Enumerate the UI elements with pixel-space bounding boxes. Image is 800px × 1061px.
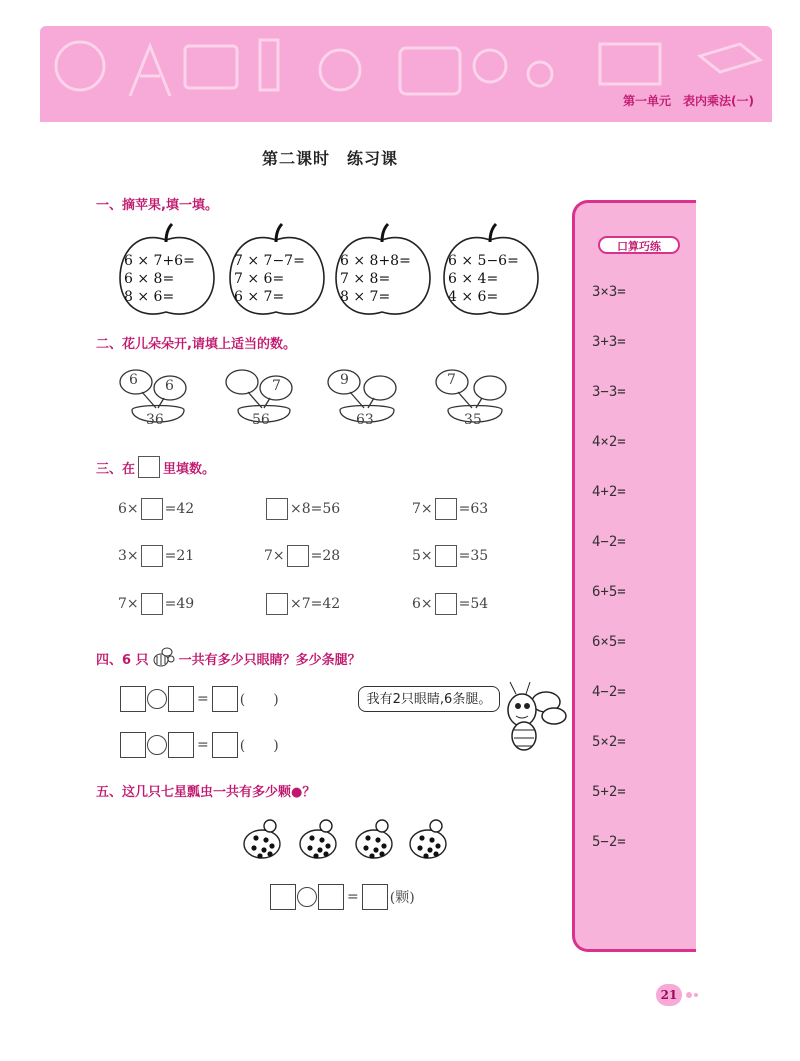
drill-item: 3×3=	[592, 284, 626, 300]
fill-3-3	[412, 593, 488, 615]
answer-box[interactable]	[266, 593, 288, 615]
answer-box[interactable]	[141, 498, 163, 520]
operator-circle[interactable]	[147, 735, 167, 755]
fill-3-2	[266, 593, 340, 615]
unit-paren: ( )	[239, 692, 279, 708]
ladybug-icon	[356, 830, 392, 858]
answer-box[interactable]	[362, 884, 388, 910]
answer-box[interactable]	[120, 732, 146, 758]
ruler-icon	[260, 40, 278, 90]
equals-sign: =	[347, 889, 359, 905]
section-4-pre: 四、6 只	[96, 652, 149, 668]
apple-expr: 6 × 7=	[234, 289, 285, 305]
drill-item: 4+2=	[592, 484, 626, 500]
fill-2-2	[264, 545, 340, 567]
magnifier-icon	[474, 50, 506, 82]
apple-expr: 6 × 7+6=	[124, 253, 195, 269]
fill-pre: 5×	[412, 548, 433, 564]
alarm-clock-icon	[320, 50, 360, 90]
section-4-title	[96, 646, 361, 670]
mental-math-sidebar	[572, 200, 696, 952]
drill-item: 6+5=	[592, 584, 626, 600]
section-3-pre: 三、在	[96, 461, 136, 477]
drill-item: 6×5=	[592, 634, 626, 650]
answer-box[interactable]	[435, 498, 457, 520]
apple-row	[118, 222, 542, 318]
flower-cloud	[226, 370, 258, 394]
drill-item: 4×2=	[592, 434, 626, 450]
open-book-icon	[600, 44, 660, 84]
equals-sign: =	[197, 737, 209, 753]
section-4-post: 一共有多少只眼睛？多少条腿？	[178, 652, 361, 668]
apple-expr: 6 × 5−6=	[448, 253, 519, 269]
grad-cap-icon	[700, 44, 760, 72]
fill-post: ×7=42	[290, 596, 341, 612]
flower-2-right: 7	[272, 378, 281, 394]
ladybugs	[238, 814, 448, 864]
fill-2-3	[412, 545, 488, 567]
apple-expr: 7 × 6=	[234, 271, 285, 287]
apple-3	[340, 252, 411, 306]
fill-1-3	[412, 498, 488, 520]
drill-item: 3+3=	[592, 334, 626, 350]
book-icon	[185, 46, 237, 88]
operator-circle[interactable]	[147, 689, 167, 709]
apple-expr: 4 × 6=	[448, 289, 499, 305]
answer-box[interactable]	[435, 593, 457, 615]
section-5-title: 五、这几只七星瓢虫一共有多少颗●？	[96, 785, 316, 800]
flower-3-left: 9	[340, 372, 349, 388]
ladybug-icon	[410, 830, 446, 858]
flower-4-left: 7	[447, 372, 456, 388]
flower-1-left: 6	[129, 372, 138, 388]
flower-4-pot: 35	[464, 412, 482, 428]
answer-box[interactable]	[168, 732, 194, 758]
flower-1-right: 6	[165, 378, 174, 394]
equals-sign: =	[197, 691, 209, 707]
drill-item: 5+2=	[592, 784, 626, 800]
flower-row	[118, 364, 518, 434]
flower-shapes	[118, 364, 518, 434]
answer-box[interactable]	[120, 686, 146, 712]
fill-pre: 7×	[412, 501, 433, 517]
answer-box[interactable]	[141, 593, 163, 615]
operator-circle[interactable]	[297, 887, 317, 907]
page-dot	[686, 992, 692, 998]
apple-expr: 8 × 6=	[124, 289, 175, 305]
fill-post: =21	[164, 548, 195, 564]
eq-eyes	[120, 686, 279, 712]
unit-paren: ( )	[239, 738, 279, 754]
answer-box[interactable]	[212, 732, 238, 758]
fill-pre: 3×	[118, 548, 139, 564]
globe-icon	[56, 42, 104, 90]
apple-expr: 7 × 8=	[340, 271, 391, 287]
page-number: 21	[656, 984, 682, 1006]
compass-icon	[130, 46, 170, 96]
apple-expr: 6 × 8=	[124, 271, 175, 287]
fill-2-1	[118, 545, 194, 567]
page-dot	[694, 993, 698, 997]
unit-label: 第一单元 表内乘法(一)	[623, 94, 754, 108]
fill-post: =54	[458, 596, 489, 612]
eq-legs	[120, 732, 279, 758]
apple-expr: 7 × 7−7=	[234, 253, 305, 269]
sidebar-tag: 口算巧练	[598, 236, 680, 254]
flower-1-pot: 36	[146, 412, 164, 428]
section-3-post: 里填数。	[163, 461, 216, 477]
ladybug-icon	[244, 830, 280, 858]
fill-post: =42	[164, 501, 195, 517]
answer-box[interactable]	[318, 884, 344, 910]
drill-item: 3−3=	[592, 384, 626, 400]
fill-pre: 7×	[264, 548, 285, 564]
answer-box[interactable]	[141, 545, 163, 567]
fill-pre: 7×	[118, 596, 139, 612]
flower-3-pot: 63	[356, 412, 374, 428]
lesson-title: 第二课时 练习课	[261, 149, 398, 168]
drill-item: 4−2=	[592, 684, 626, 700]
drill-item: 5−2=	[592, 834, 626, 850]
fill-3-1	[118, 593, 194, 615]
flower-cloud	[364, 376, 396, 400]
answer-box[interactable]	[435, 545, 457, 567]
fill-post: =28	[310, 548, 341, 564]
answer-box[interactable]	[287, 545, 309, 567]
section-2-title: 二、花儿朵朵开,请填上适当的数。	[96, 337, 296, 352]
eq-ladybug	[270, 884, 415, 910]
bee-icon	[151, 646, 177, 670]
drill-item: 4−2=	[592, 534, 626, 550]
section-1-title: 一、摘苹果,填一填。	[96, 198, 218, 213]
ladybug-icon	[300, 830, 336, 858]
fill-post: ×8=56	[290, 501, 341, 517]
answer-box[interactable]	[212, 686, 238, 712]
fill-1-1	[118, 498, 194, 520]
bee-character-icon	[494, 680, 570, 754]
answer-box[interactable]	[168, 686, 194, 712]
section-3-title	[96, 456, 215, 478]
fill-1-2	[266, 498, 340, 520]
speech-bubble: 我有2只眼睛,6条腿。	[358, 686, 500, 712]
apple-expr: 6 × 8+8=	[340, 253, 411, 269]
fill-pre: 6×	[412, 596, 433, 612]
fill-pre: 6×	[118, 501, 139, 517]
fill-post: =49	[164, 596, 195, 612]
glasses-icon	[528, 62, 552, 86]
apple-1	[124, 252, 195, 306]
flower-cloud	[474, 376, 506, 400]
unit-paren: (颗)	[389, 890, 415, 906]
schoolbag-icon	[400, 48, 460, 94]
apple-expr: 8 × 7=	[340, 289, 391, 305]
drill-item: 5×2=	[592, 734, 626, 750]
fill-post: =35	[458, 548, 489, 564]
example-box	[138, 456, 160, 478]
apple-2	[234, 252, 305, 306]
flower-2-pot: 56	[252, 412, 270, 428]
answer-box[interactable]	[270, 884, 296, 910]
fill-post: =63	[458, 501, 489, 517]
apple-4	[448, 252, 519, 306]
apple-expr: 6 × 4=	[448, 271, 499, 287]
answer-box[interactable]	[266, 498, 288, 520]
